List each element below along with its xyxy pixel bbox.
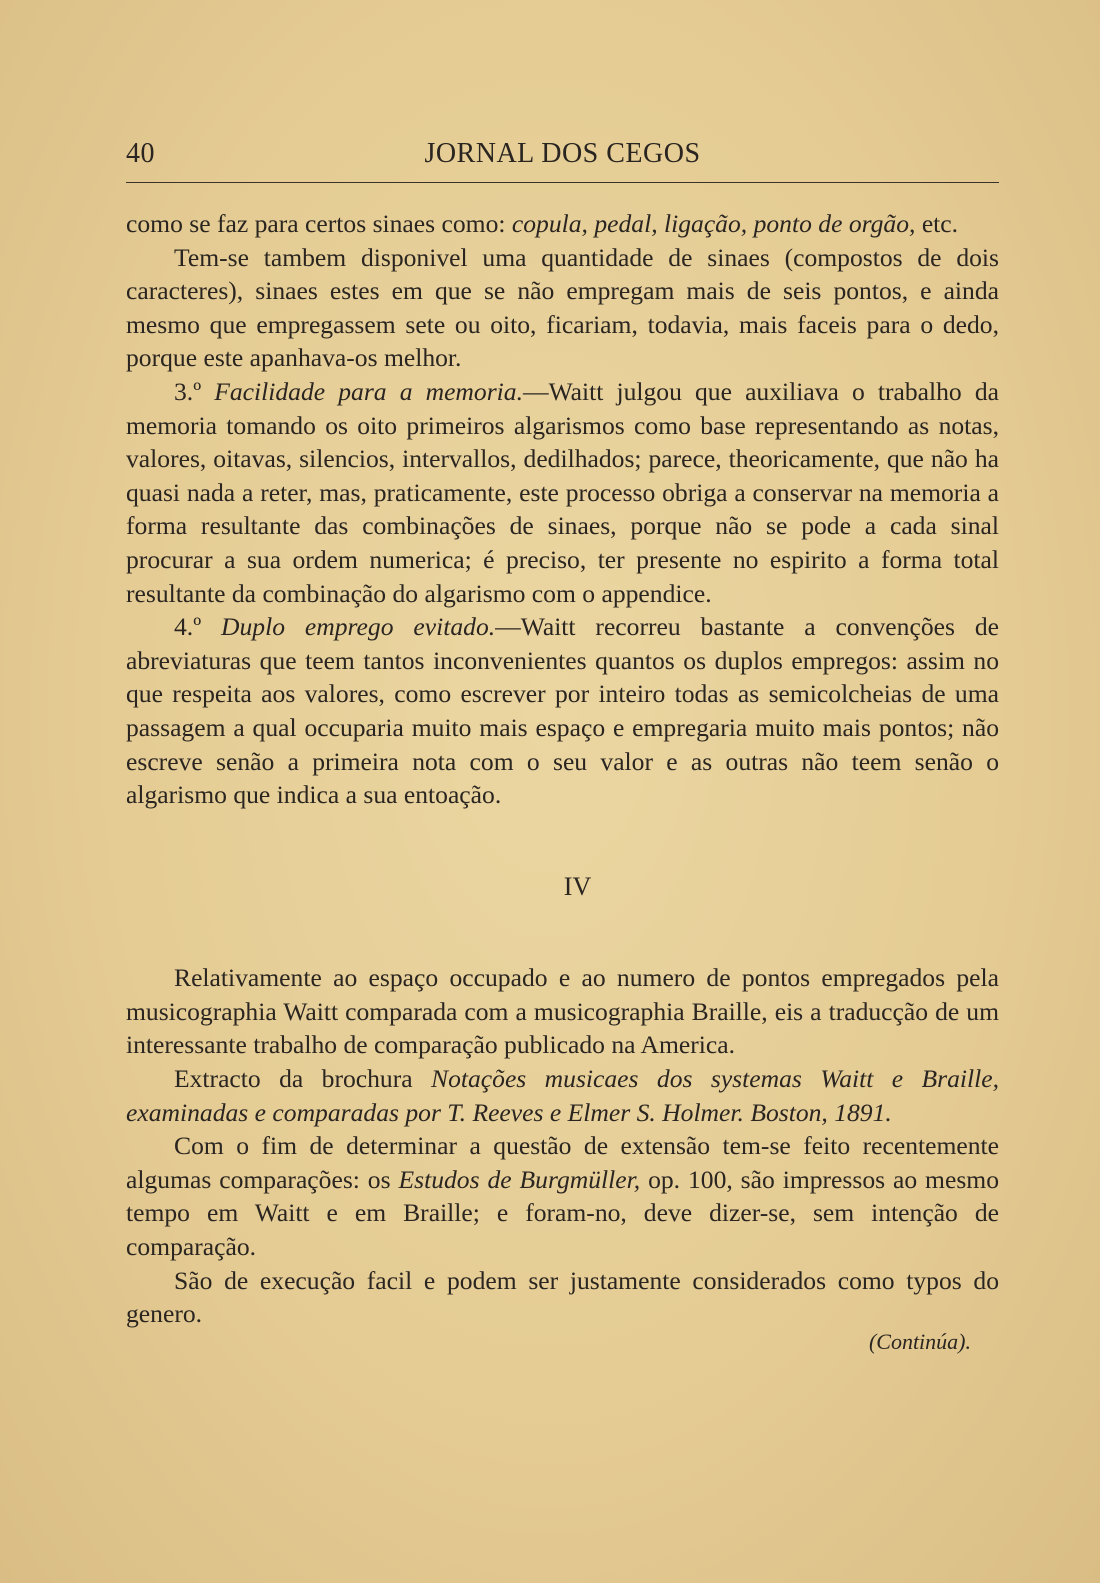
section-numeral: IV [563, 871, 592, 901]
p7-end: op. 100, são impressos ao mesmo tempo em Waitt e em Braille; e foram-no, deve dizer-se, sem intenção de comparação. [126, 1164, 999, 1262]
paragraph-1 [126, 207, 999, 241]
p1-italic: copula, pedal, ligação, ponto de orgão, [511, 209, 916, 238]
paragraph-7 [126, 1129, 999, 1263]
p4-number: 4.º [174, 612, 222, 642]
p1-end: etc. [915, 209, 959, 238]
journal-title: JORNAL DOS CEGOS [424, 138, 701, 169]
paragraph-6 [126, 1062, 999, 1129]
page-number: 40 [126, 138, 155, 169]
p4-text: —Waitt recorreu bastante a convenções de abreviaturas que teem tantos inconvenientes quantos os duplos empregos: assim no que respeita aos valores, como escrever por inteiro todas as semicolcheias de uma passagem a qual occuparia muito mais espaço e empregaria muito mais pontos; não escreve senão a primeira nota com o seu valor e as outras não teem senão o algarismo que indica a sua entoação. [126, 612, 999, 810]
p7-text: Com o fim de determinar a questão de extensão tem-se feito recentemente algumas comparações: os [126, 1131, 999, 1194]
body-text [126, 207, 999, 1358]
p3-heading: Facilidade para a memoria. [214, 376, 523, 406]
paragraph-5: Relativamente ao espaço occupado e ao numero de pontos empregados pela musicographia Waitt comparada com a musicographia Braille, eis a traducção de um interessante trabalho de comparação publicado na America. [126, 963, 999, 1060]
p1-text: como se faz para certos sinaes como: [126, 209, 512, 238]
paragraph-8: São de execução facil e podem ser justamente considerados como typos do genero. [126, 1265, 999, 1329]
p7-italic: Estudos de Burgmüller, [398, 1164, 641, 1194]
continua-note: (Continúa). [868, 1328, 971, 1354]
p6-italic: Notações musicaes dos systemas Waitt e Braille, examinadas e comparadas por T. Reeves e Elmer S. Holmer. Boston, 1891. [126, 1064, 999, 1127]
paragraph-2: Tem-se tambem disponivel uma quantidade de sinaes (compostos de dois caracteres), sinaes estes em que se não empregam mais de seis pontos, e ainda mesmo que empregassem sete ou oito, ficariam, todavia, mais faceis para o dedo, porque este apanhava-os melhor. [126, 242, 999, 373]
p3-text: —Waitt julgou que auxiliava o trabalho da memoria tomando os oito primeiros algarismos como base representando as notas, valores, oitavas, silencios, intervallos, dedilhados; parece, theoricamente, que não ha quasi nada a reter, mas, praticamente, este processo obriga a conservar na memoria a forma resultante das combinações de sinaes, porque não se pode a cada sinal procurar a sua ordem numerica; é preciso, ter presente no espirito a forma total resultante da combinação do algarismo com o appendice. [126, 376, 999, 608]
book-page [126, 128, 999, 1358]
header-rule [126, 182, 999, 183]
paragraph-3 [126, 375, 999, 610]
p6-text: Extracto da brochura [174, 1064, 432, 1094]
paragraph-4 [126, 610, 999, 812]
running-head [126, 128, 999, 174]
p3-number: 3.º [174, 376, 215, 406]
p4-heading: Duplo emprego evitado. [221, 612, 496, 642]
